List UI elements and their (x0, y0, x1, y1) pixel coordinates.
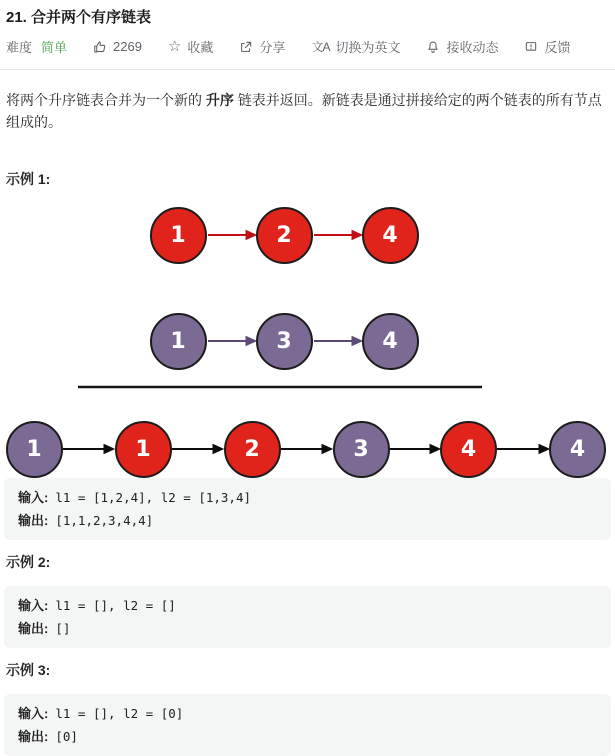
feedback-icon (524, 40, 538, 54)
switch-language-button[interactable] (311, 37, 400, 56)
like-button[interactable] (93, 39, 142, 54)
description-text: 将两个升序链表合并为一个新的 (6, 92, 206, 108)
output-value: [1,1,2,3,4,4] (55, 513, 154, 528)
header-divider (0, 69, 615, 70)
favorite-label: 收藏 (187, 40, 214, 55)
merged-node: 4 (440, 421, 497, 478)
difficulty-badge: 简单 (41, 40, 68, 55)
merged-node: 3 (333, 421, 390, 478)
example-3-label: 示例 3: (6, 662, 51, 678)
bell-icon (426, 40, 440, 54)
meta-toolbar (6, 37, 609, 56)
input-value: l1 = [], l2 = [0] (55, 706, 184, 721)
example-1-block (4, 478, 611, 540)
list2-node: 4 (362, 313, 419, 370)
description-bold: 升序 (205, 92, 234, 108)
description-text-2: 链表并返回。新链表是通过拼接给定的两个链表的所有节点组成的。 (6, 92, 602, 130)
example-2-label: 示例 2: (6, 554, 51, 570)
output-label: 输出: (18, 729, 49, 744)
input-label: 输入: (18, 598, 49, 613)
example-1-input (18, 486, 597, 509)
list1-node: 1 (150, 207, 207, 264)
feedback-button[interactable] (524, 37, 570, 56)
merged-node: 1 (115, 421, 172, 478)
input-value: l1 = [], l2 = [] (55, 598, 176, 613)
output-value: [0] (55, 729, 78, 744)
switch-language-label: 切换为英文 (335, 40, 401, 55)
output-label: 输出: (18, 513, 49, 528)
feedback-label: 反馈 (544, 40, 571, 55)
page-title: 21. 合并两个有序链表 (6, 9, 152, 26)
star-icon: ☆ (167, 37, 182, 55)
problem-description (6, 89, 609, 133)
output-value: [] (55, 621, 71, 636)
difficulty (6, 37, 67, 56)
example-2-output (18, 617, 597, 640)
merged-node: 2 (224, 421, 281, 478)
list1-node: 4 (362, 207, 419, 264)
translate-icon: 文A (311, 39, 330, 54)
input-label: 输入: (18, 490, 49, 505)
like-count: 2269 (113, 39, 142, 54)
problem-page (0, 8, 615, 744)
example-2-input (18, 594, 597, 617)
example-2-block (4, 586, 611, 648)
input-label: 输入: (18, 706, 49, 721)
example-1-output (18, 509, 597, 532)
merged-node: 4 (549, 421, 606, 478)
output-label: 输出: (18, 621, 49, 636)
share-label: 分享 (259, 40, 286, 55)
example-1-label: 示例 1: (6, 171, 51, 187)
list1-node: 2 (256, 207, 313, 264)
example-3-input (18, 702, 597, 725)
list2-node: 3 (256, 313, 313, 370)
thumbs-up-icon (93, 40, 107, 54)
subscribe-label: 接收动态 (446, 40, 499, 55)
share-button[interactable] (239, 37, 285, 56)
example-3-output (18, 725, 597, 748)
linked-list-diagram (0, 191, 615, 478)
difficulty-label: 难度 (6, 40, 33, 55)
favorite-button[interactable] (168, 37, 213, 56)
share-icon (239, 40, 253, 54)
merged-node: 1 (6, 421, 63, 478)
example-3-block (4, 694, 611, 756)
input-value: l1 = [1,2,4], l2 = [1,3,4] (55, 490, 252, 505)
list2-node: 1 (150, 313, 207, 370)
subscribe-button[interactable] (426, 37, 498, 56)
